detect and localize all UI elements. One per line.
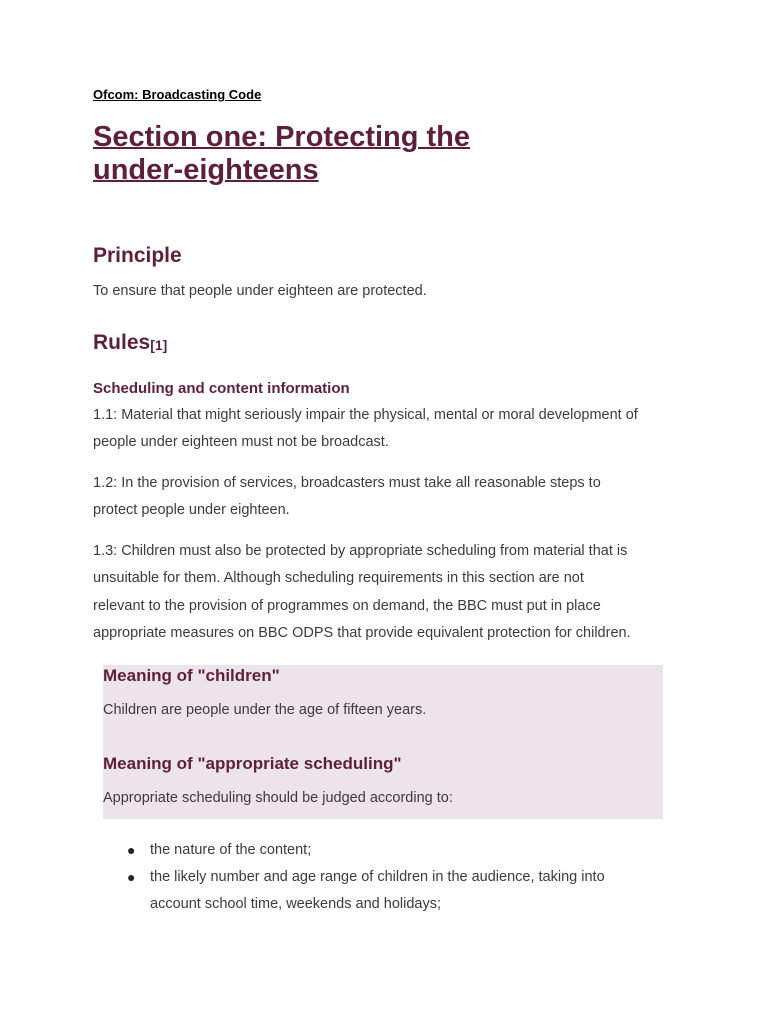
document-source: Ofcom: Broadcasting Code (93, 87, 262, 102)
rule-1-2 (93, 470, 683, 525)
title-line: under-eighteens (93, 154, 319, 186)
list-item (93, 864, 683, 918)
rule-line: 1.2: In the provision of services, broadcasters must take all reasonable steps to (93, 475, 601, 491)
rule-line: appropriate measures on BBC ODPS that provide equivalent protection for children. (93, 624, 631, 641)
bullet-icon: ● (127, 842, 136, 858)
definition-heading-scheduling: Meaning of "appropriate scheduling" (103, 754, 402, 773)
rules-heading-label: Rules (93, 331, 151, 354)
list-item-line: the likely number and age range of children in the audience, taking into (150, 869, 605, 885)
bullet-icon: ● (127, 869, 136, 885)
scheduling-subheading: Scheduling and content information (93, 380, 350, 397)
list-item-line: the nature of the content; (150, 842, 312, 858)
scheduling-criteria-list (93, 837, 683, 918)
rule-line: unsuitable for them. Although scheduling requirements in this section are not (93, 570, 584, 587)
rule-1-1 (93, 402, 683, 457)
list-item (93, 837, 683, 864)
rules-heading (93, 331, 167, 355)
rule-line: 1.1: Material that might seriously impair the physical, mental or moral development of (93, 407, 638, 423)
rule-line: people under eighteen must not be broadcast. (93, 434, 389, 451)
rule-line: protect people under eighteen. (93, 502, 290, 519)
title-line: Section one: Protecting the (93, 121, 471, 153)
principle-text: To ensure that people under eighteen are protected. (93, 283, 427, 299)
principle-heading: Principle (93, 244, 182, 267)
footnote-link[interactable]: [1] (150, 337, 168, 353)
definition-text-scheduling: Appropriate scheduling should be judged according to: (103, 790, 453, 806)
rule-1-3 (93, 538, 683, 647)
definition-heading-children: Meaning of "children" (103, 666, 280, 685)
definition-text-children: Children are people under the age of fifteen years. (103, 702, 427, 718)
list-item-line: account school time, weekends and holidays; (150, 896, 441, 912)
rule-line: 1.3: Children must also be protected by appropriate scheduling from material that is (93, 543, 628, 559)
rule-line: relevant to the provision of programmes on demand, the BBC must put in place (93, 597, 601, 614)
page-title (93, 121, 470, 187)
